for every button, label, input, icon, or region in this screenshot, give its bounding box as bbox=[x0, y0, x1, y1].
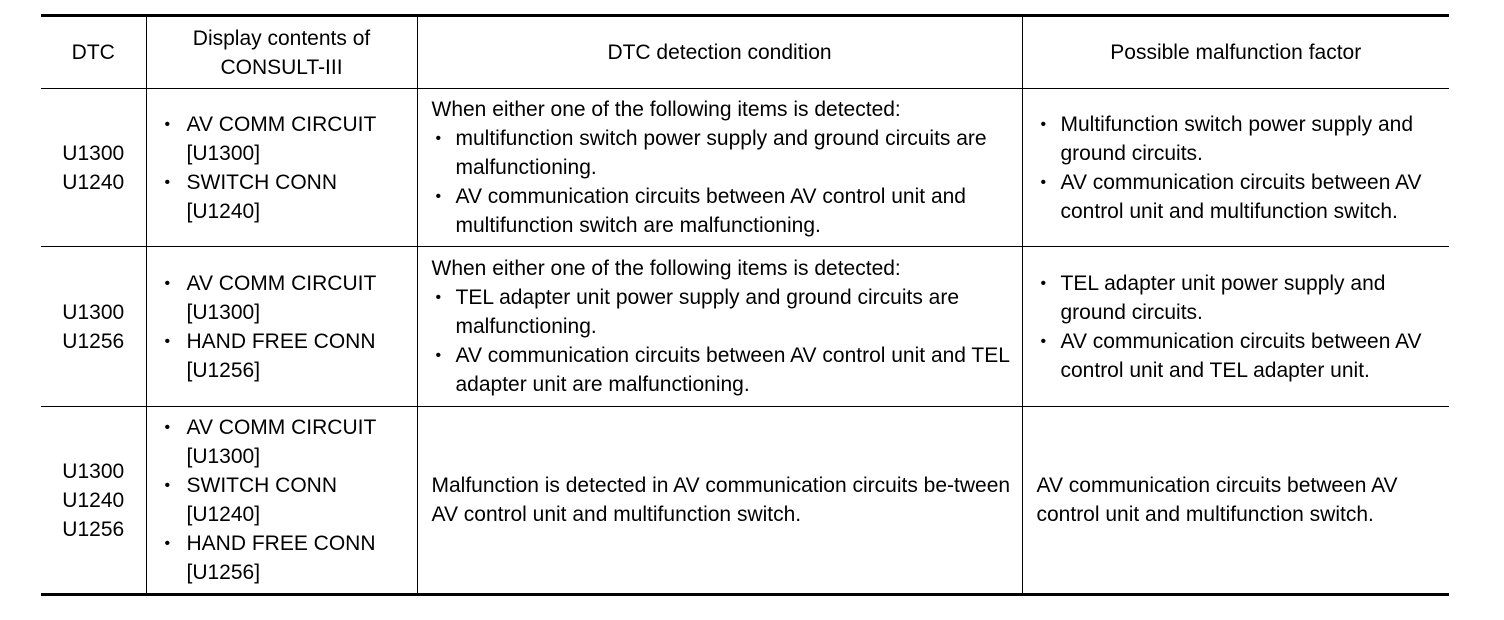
header-factor-label: Possible malfunction factor bbox=[1110, 41, 1362, 64]
dtc-cell bbox=[41, 407, 146, 595]
condition-list bbox=[432, 124, 1014, 240]
list-item: • TEL adapter unit power supply and ground circuits are malfunctioning. bbox=[432, 283, 1014, 341]
list-item: • AV communication circuits between AV control unit and TEL adapter unit. bbox=[1037, 327, 1444, 385]
table-row bbox=[41, 89, 1449, 247]
display-contents-cell bbox=[146, 247, 417, 407]
list-item: • AV communication circuits between AV control unit and multifunction switch are malfunctioning. bbox=[432, 182, 1014, 240]
dtc-code: U1256 bbox=[62, 517, 125, 541]
display-item-code: [U1240] bbox=[186, 503, 261, 526]
display-item-code: [U1240] bbox=[186, 199, 261, 223]
dtc-code: U1300 bbox=[62, 300, 125, 324]
list-item bbox=[161, 168, 417, 226]
list-item: • TEL adapter unit power supply and ground circuits. bbox=[1037, 269, 1444, 327]
dtc-code: U1300 bbox=[62, 141, 125, 165]
dtc-code: U1240 bbox=[62, 488, 125, 512]
display-list bbox=[161, 269, 417, 385]
display-list bbox=[161, 413, 417, 587]
dtc-cell bbox=[41, 247, 146, 407]
list-item bbox=[161, 327, 417, 385]
header-condition-label: DTC detection condition bbox=[607, 41, 832, 64]
header-display-line1: Display contents of bbox=[192, 26, 371, 50]
list-item: • AV communication circuits between AV control unit and multifunction switch. bbox=[1037, 168, 1444, 226]
list-item bbox=[161, 269, 417, 327]
display-contents-cell bbox=[146, 407, 417, 595]
malfunction-factor-cell bbox=[1022, 407, 1449, 595]
list-item bbox=[161, 471, 417, 529]
detection-condition-cell bbox=[417, 89, 1022, 247]
condition-text: Malfunction is detected in AV communication circuits be-tween AV control unit and multifunction switch. bbox=[431, 474, 1011, 526]
factor-text: AV communication circuits between AV control unit and multifunction switch. bbox=[1036, 474, 1398, 526]
display-item-name: • HAND FREE CONN bbox=[186, 532, 376, 555]
condition-list bbox=[432, 283, 1014, 399]
list-item: • multifunction switch power supply and ground circuits are malfunctioning. bbox=[432, 124, 1014, 182]
header-display-contents bbox=[146, 16, 417, 89]
detection-condition-cell bbox=[417, 247, 1022, 407]
display-item-code: [U1256] bbox=[186, 358, 261, 382]
condition-intro: When either one of the following items is detected: bbox=[431, 98, 901, 121]
display-item-name: • HAND FREE CONN bbox=[186, 329, 376, 353]
header-display-line2: CONSULT-III bbox=[220, 55, 343, 79]
display-item-code: [U1300] bbox=[186, 445, 261, 468]
condition-intro: When either one of the following items is detected: bbox=[431, 257, 901, 280]
list-item bbox=[161, 413, 417, 471]
display-item-code: [U1256] bbox=[186, 561, 261, 584]
header-dtc-label: DTC bbox=[71, 41, 115, 64]
header-malfunction-factor bbox=[1022, 16, 1449, 89]
malfunction-factor-cell bbox=[1022, 247, 1449, 407]
header-detection-condition bbox=[417, 16, 1022, 89]
display-item-name: • AV COMM CIRCUIT bbox=[186, 112, 377, 136]
display-item-name: • AV COMM CIRCUIT bbox=[186, 271, 377, 295]
display-list bbox=[161, 110, 417, 226]
display-item-name: • SWITCH CONN bbox=[186, 474, 337, 497]
factor-list bbox=[1037, 269, 1444, 385]
display-item-name: • SWITCH CONN bbox=[186, 170, 337, 194]
display-item-code: [U1300] bbox=[186, 300, 261, 324]
list-item: • Multifunction switch power supply and ground circuits. bbox=[1037, 110, 1444, 168]
dtc-code: U1300 bbox=[62, 459, 125, 483]
display-item-code: [U1300] bbox=[186, 141, 261, 165]
detection-condition-cell bbox=[417, 407, 1022, 595]
factor-list bbox=[1037, 110, 1444, 226]
dtc-code: U1256 bbox=[62, 329, 125, 353]
list-item bbox=[161, 529, 417, 587]
dtc-cell bbox=[41, 89, 146, 247]
dtc-code: U1240 bbox=[62, 170, 125, 194]
table-row bbox=[41, 247, 1449, 407]
display-contents-cell bbox=[146, 89, 417, 247]
header-row bbox=[41, 16, 1449, 89]
table-row bbox=[41, 407, 1449, 595]
malfunction-factor-cell bbox=[1022, 89, 1449, 247]
dtc-table bbox=[41, 14, 1449, 596]
header-dtc bbox=[41, 16, 146, 89]
display-item-name: • AV COMM CIRCUIT bbox=[186, 416, 377, 439]
list-item bbox=[161, 110, 417, 168]
list-item: • AV communication circuits between AV control unit and TEL adapter unit are malfunctioning. bbox=[432, 341, 1014, 399]
